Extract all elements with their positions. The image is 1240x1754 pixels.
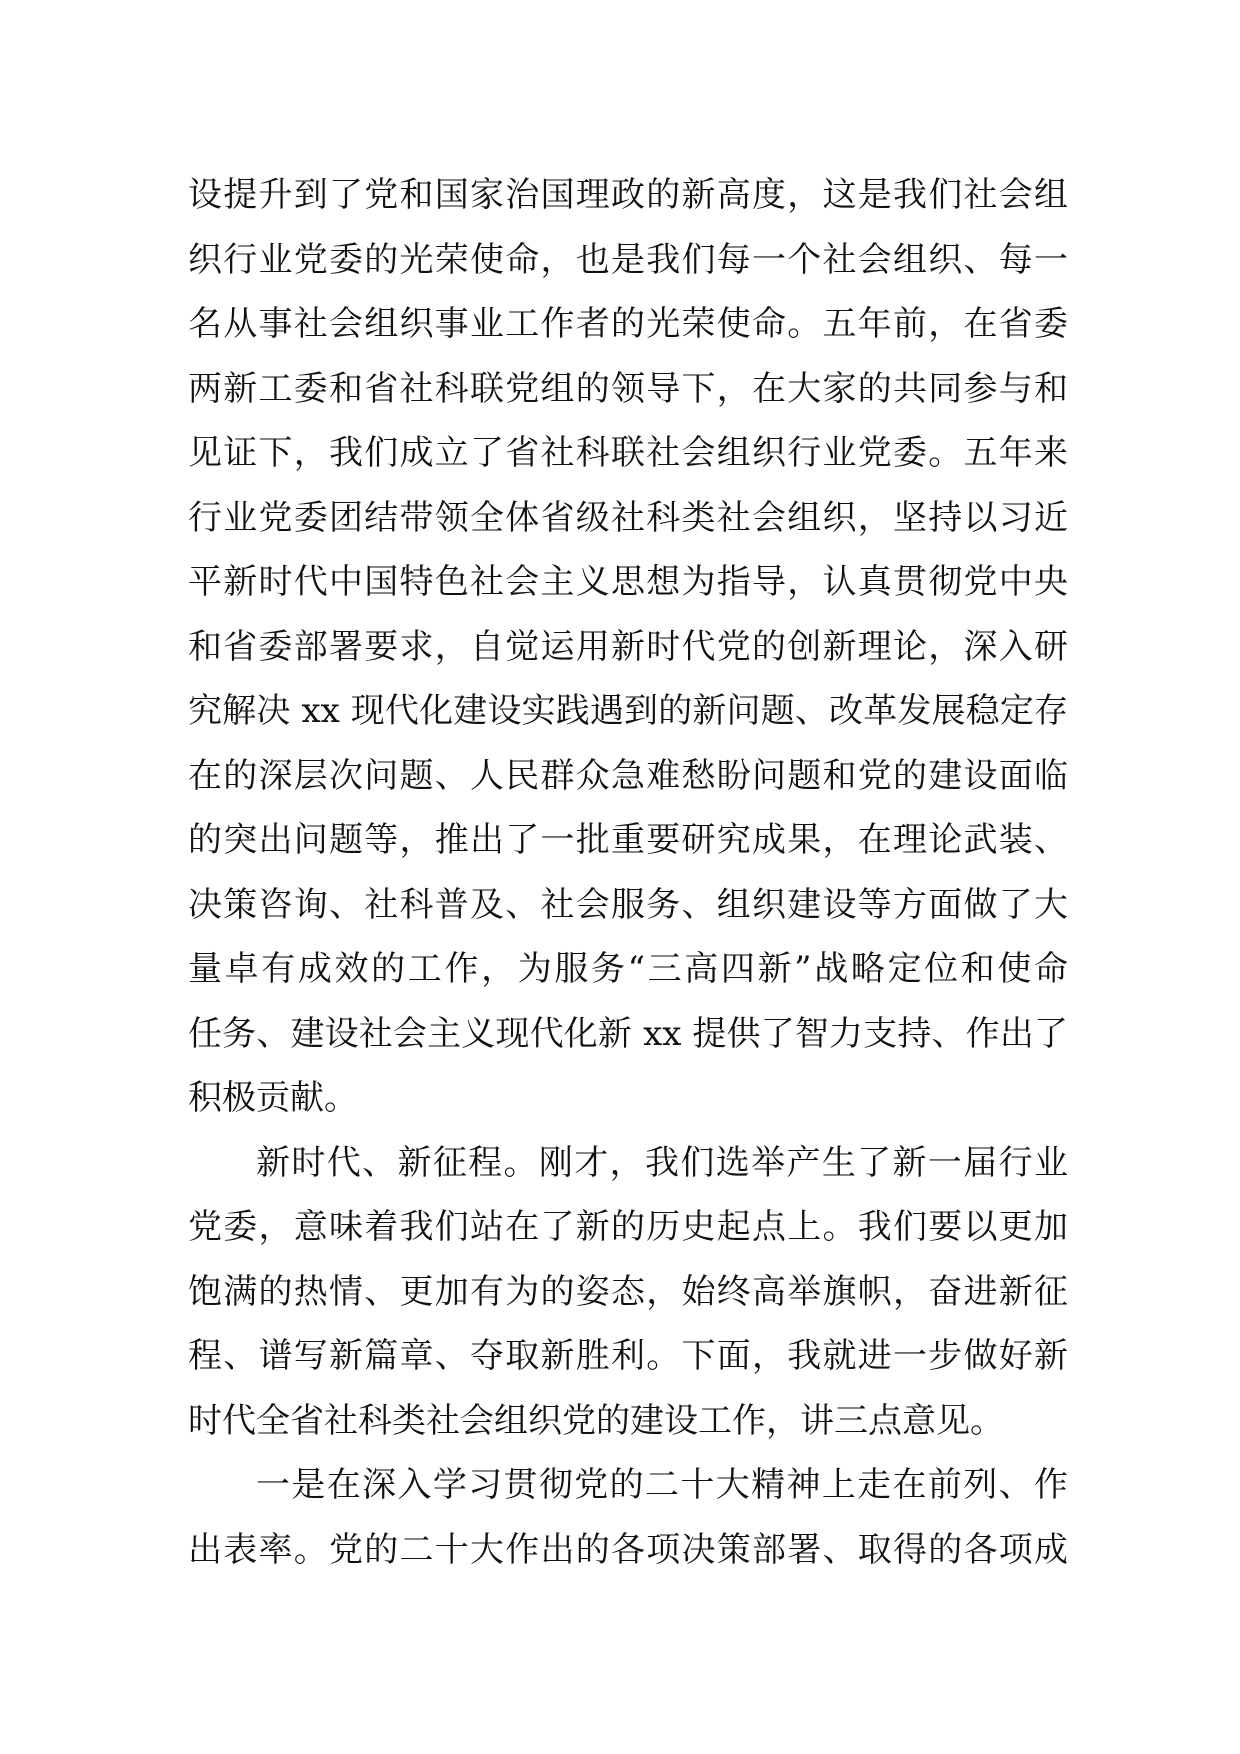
text-line: 积极贡献。	[188, 1078, 358, 1118]
text-line: 量卓有成效的工作，为服务“三高四新”战略定位和使命	[188, 949, 1068, 989]
text-line: 织行业党委的光荣使命，也是我们每一个社会组织、每一	[188, 239, 1068, 280]
text-line: 出表率。党的二十大作出的各项决策部署、取得的各项成	[188, 1529, 1068, 1570]
text-line: 平新时代中国特色社会主义思想为指导，认真贯彻党中央	[188, 562, 1068, 602]
text-line: 程、谱写新篇章、夺取新胜利。下面，我就进一步做好新	[188, 1336, 1068, 1376]
text-line: 设提升到了党和国家治国理政的新高度，这是我们社会组	[188, 175, 1068, 215]
text-line: 见证下，我们成立了省社科联社会组织行业党委。五年来	[188, 433, 1068, 473]
text-line: 一是在深入学习贯彻党的二十大精神上走在前列、作	[256, 1465, 1068, 1505]
text-line: 两新工委和省社科联党组的领导下，在大家的共同参与和	[188, 368, 1068, 409]
text-line: 和省委部署要求，自觉运用新时代党的创新理论，深入研	[188, 626, 1068, 667]
text-line: 决策咨询、社科普及、社会服务、组织建设等方面做了大	[188, 884, 1068, 925]
text-line: 究解决 xx 现代化建设实践遇到的新问题、改革发展稳定存	[188, 691, 1068, 731]
text-line: 饱满的热情、更加有为的姿态，始终高举旗帜，奋进新征	[188, 1271, 1068, 1312]
text-line: 行业党委团结带领全体省级社科类社会组织，坚持以习近	[188, 497, 1068, 538]
text-line: 在的深层次问题、人民群众急难愁盼问题和党的建设面临	[188, 755, 1068, 796]
text-line: 时代全省社科类社会组织党的建设工作，讲三点意见。	[188, 1400, 1004, 1441]
text-line: 任务、建设社会主义现代化新 xx 提供了智力支持、作出了	[188, 1013, 1068, 1054]
body-text	[188, 163, 1068, 1582]
text-line: 名从事社会组织事业工作者的光荣使命。五年前，在省委	[188, 304, 1068, 344]
text-line: 的突出问题等，推出了一批重要研究成果，在理论武装、	[188, 820, 1068, 860]
text-line: 新时代、新征程。刚才，我们选举产生了新一届行业	[256, 1142, 1068, 1183]
text-line: 党委，意味着我们站在了新的历史起点上。我们要以更加	[188, 1207, 1068, 1247]
